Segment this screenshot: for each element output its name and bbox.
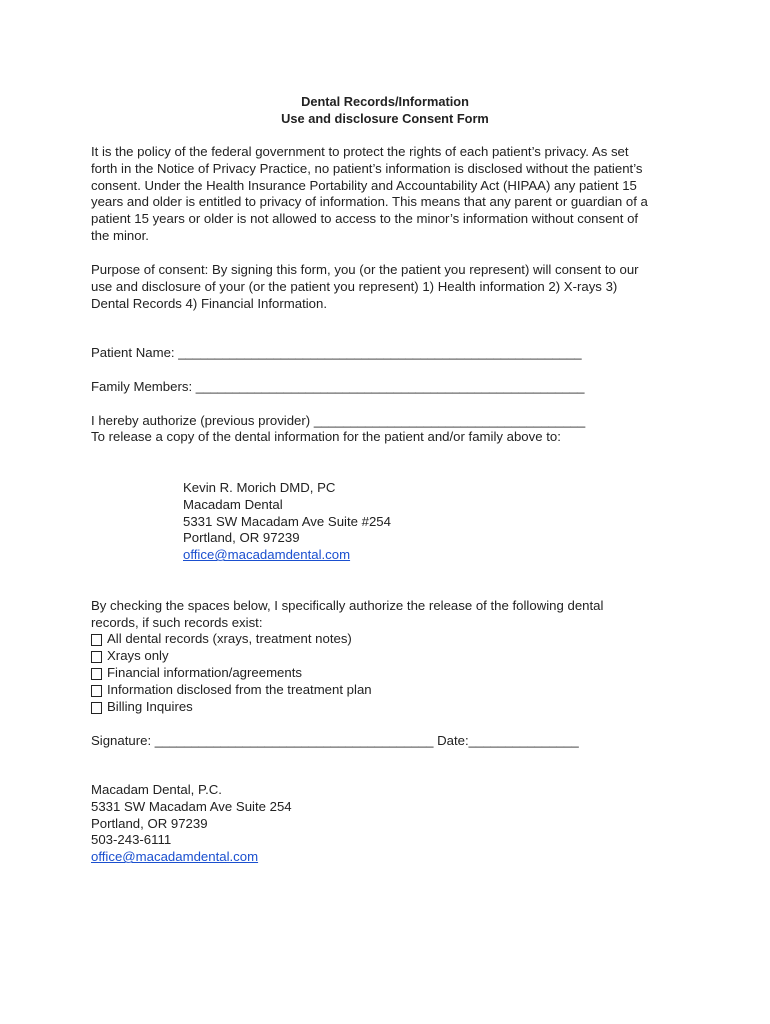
provider-name: Kevin R. Morich DMD, PC — [183, 480, 336, 495]
contact-address: 5331 SW Macadam Ave Suite 254 — [91, 798, 292, 814]
contact-name: Macadam Dental, P.C. — [91, 782, 222, 797]
provider-email-link[interactable]: office@macadamdental.com — [183, 547, 351, 563]
privacy-policy-paragraph: It is the policy of the federal government to protect the rights of each patient’s privacy. As set forth in the Notice of Privacy Practice, no patient’s information is disclosed without the patient’s consent. Under the Health Insurance Portability and Accountability Act (HIPAA) any patient 15 years and older is entitled to privacy of information. This means that any parent or guardian of a patient 15 years or older is not allowed to access to the minor’s information without consent of the minor. — [91, 144, 648, 243]
release-instruction: To release a copy of the dental information for the patient and/or family above to: — [91, 429, 561, 444]
provider-practice: Macadam Dental — [183, 496, 283, 512]
checkbox[interactable] — [91, 651, 102, 663]
checklist-item[interactable] — [91, 631, 372, 648]
provider-address-block — [183, 480, 391, 564]
provider-address: 5331 SW Macadam Ave Suite #254 — [183, 513, 391, 529]
patient-name-field[interactable]: Patient Name: _______________________________________________________ — [91, 345, 582, 360]
checklist-item[interactable] — [91, 648, 372, 665]
contact-block — [91, 782, 292, 866]
contact-email-link[interactable]: office@macadamdental.com — [91, 849, 259, 865]
checkbox[interactable] — [91, 685, 102, 697]
checkbox[interactable] — [91, 702, 102, 714]
checklist-item[interactable] — [91, 699, 372, 716]
checklist-label: Billing Inquires — [107, 699, 193, 715]
contact-city: Portland, OR 97239 — [91, 815, 208, 831]
records-checklist — [91, 631, 372, 716]
checklist-label: Financial information/agreements — [107, 665, 302, 681]
contact-phone: 503-243-6111 — [91, 832, 172, 848]
form-title: Dental Records/Information — [301, 94, 469, 109]
checklist-item[interactable] — [91, 682, 372, 699]
checklist-label: All dental records (xrays, treatment notes) — [107, 631, 352, 647]
checklist-label: Xrays only — [107, 648, 169, 664]
checkbox[interactable] — [91, 668, 102, 680]
checkbox[interactable] — [91, 634, 102, 646]
signature-date-field[interactable]: Signature: ______________________________________ Date:_______________ — [91, 733, 579, 748]
purpose-paragraph: Purpose of consent: By signing this form, you (or the patient you represent) will consent to our use and disclosure of your (or the patient you represent) 1) Health information 2) X-rays 3) Dental Records 4) Financial Information. — [91, 262, 639, 311]
provider-city: Portland, OR 97239 — [183, 530, 300, 546]
family-members-field[interactable]: Family Members: _____________________________________________________ — [91, 379, 585, 394]
checklist-label: Information disclosed from the treatment plan — [107, 682, 372, 698]
authorization-paragraph: By checking the spaces below, I specifically authorize the release of the following dental records, if such records exist: — [91, 598, 604, 630]
previous-provider-field[interactable]: I hereby authorize (previous provider) _____________________________________ — [91, 413, 586, 428]
checklist-item[interactable] — [91, 665, 372, 682]
form-subtitle: Use and disclosure Consent Form — [281, 111, 489, 126]
